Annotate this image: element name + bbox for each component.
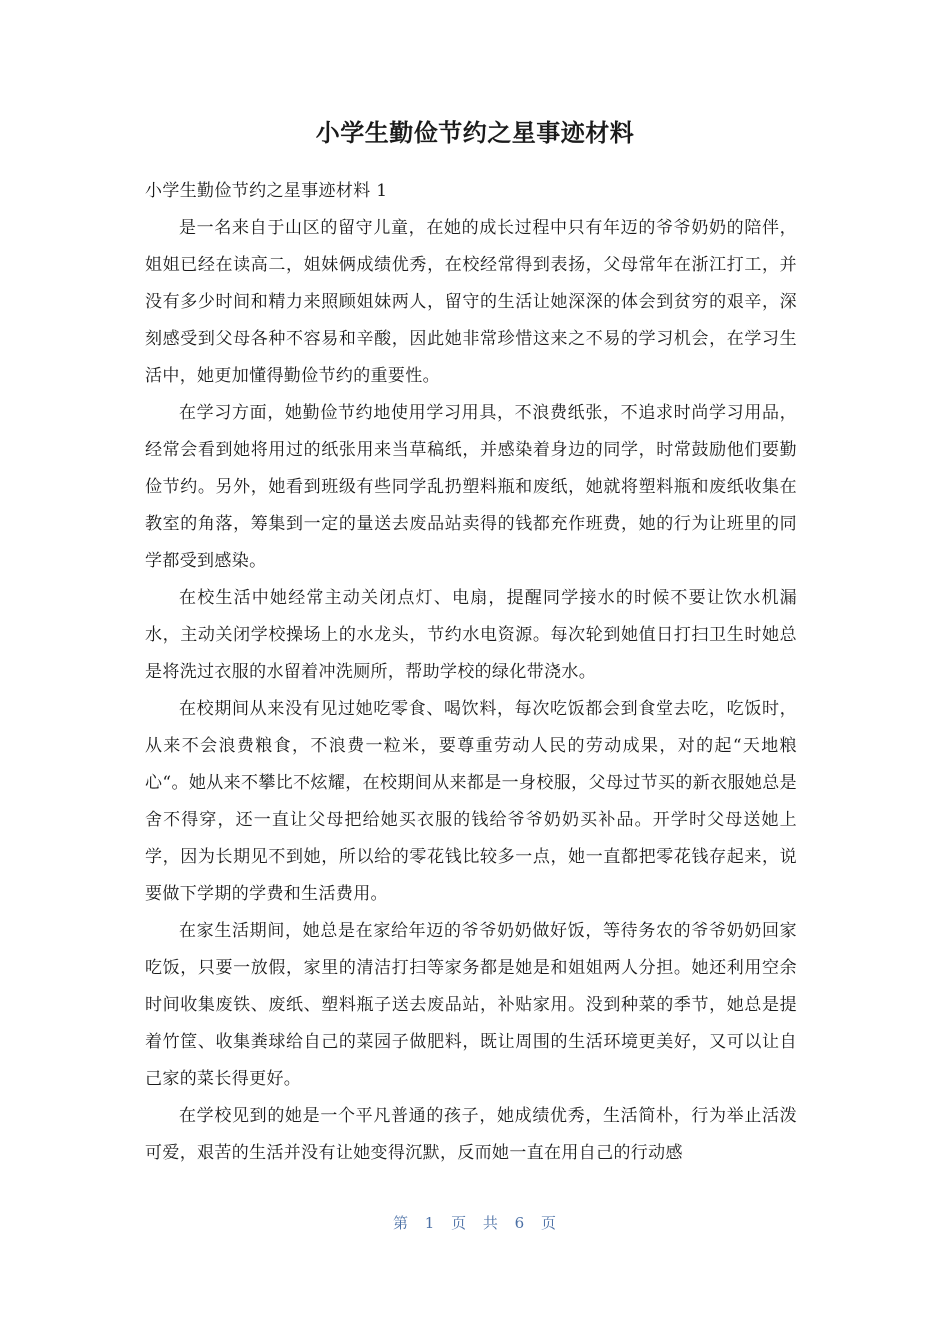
paragraph: 在学校见到的她是一个平凡普通的孩子，她成绩优秀，生活简朴，行为举止活泼可爱，艰苦的生活并没有让她变得沉默，反而她一直在用自己的行动感: [145, 1106, 797, 1163]
paragraph: 在校期间从来没有见过她吃零食、喝饮料，每次吃饭都会到食堂去吃，吃饭时，从来不会浪费粮食，不浪费一粒米，要尊重劳动人民的劳动成果，对的起“天地粮心“。她从来不攀比不炫耀，在校期间从来都是一身校服，父母过节买的新衣服她总是舍不得穿，还一直让父母把给她买衣服的钱给爷爷奶奶买补品。开学时父母送她上学，因为长期见不到她，所以给的零花钱比较多一点，她一直都把零花钱存起来，说要做下学期的学费和生活费用。: [145, 699, 797, 904]
paragraph: 在学习方面，她勤俭节约地使用学习用具，不浪费纸张，不追求时尚学习用品，经常会看到她将用过的纸张用来当草稿纸，并感染着身边的同学，时常鼓励他们要勤俭节约。另外，她看到班级有些同学乱扔塑料瓶和废纸，她就将塑料瓶和废纸收集在教室的角落，筹集到一定的量送去废品站卖得的钱都充作班费，她的行为让班里的同学都受到感染。: [145, 403, 797, 571]
paragraph: 是一名来自于山区的留守儿童，在她的成长过程中只有年迈的爷爷奶奶的陪伴，姐姐已经在读高二，姐妹俩成绩优秀，在校经常得到表扬，父母常年在浙江打工，并没有多少时间和精力来照顾姐妹两人，留守的生活让她深深的体会到贫穷的艰辛，深刻感受到父母各种不容易和辛酸，因此她非常珍惜这来之不易的学习机会，在学习生活中，她更加懂得勤俭节约的重要性。: [145, 218, 797, 386]
document-body: [145, 173, 797, 1172]
page-number-footer: 第 1 页 共 6 页: [393, 1214, 557, 1232]
document-title: 小学生勤俭节约之星事迹材料: [315, 119, 635, 147]
section-heading: 小学生勤俭节约之星事迹材料 1: [145, 181, 388, 201]
paragraph: 在家生活期间，她总是在家给年迈的爷爷奶奶做好饭，等待务农的爷爷奶奶回家吃饭，只要一放假，家里的清洁打扫等家务都是她是和姐姐两人分担。她还利用空余时间收集废铁、废纸、塑料瓶子送去废品站，补贴家用。没到种菜的季节，她总是提着竹筐、收集粪球给自己的菜园子做肥料，既让周围的生活环境更美好，又可以让自己家的菜长得更好。: [145, 921, 797, 1089]
paragraph: 在校生活中她经常主动关闭点灯、电扇，提醒同学接水的时候不要让饮水机漏水，主动关闭学校操场上的水龙头，节约水电资源。每次轮到她值日打扫卫生时她总是将洗过衣服的水留着冲洗厕所，帮助学校的绿化带浇水。: [145, 588, 797, 682]
